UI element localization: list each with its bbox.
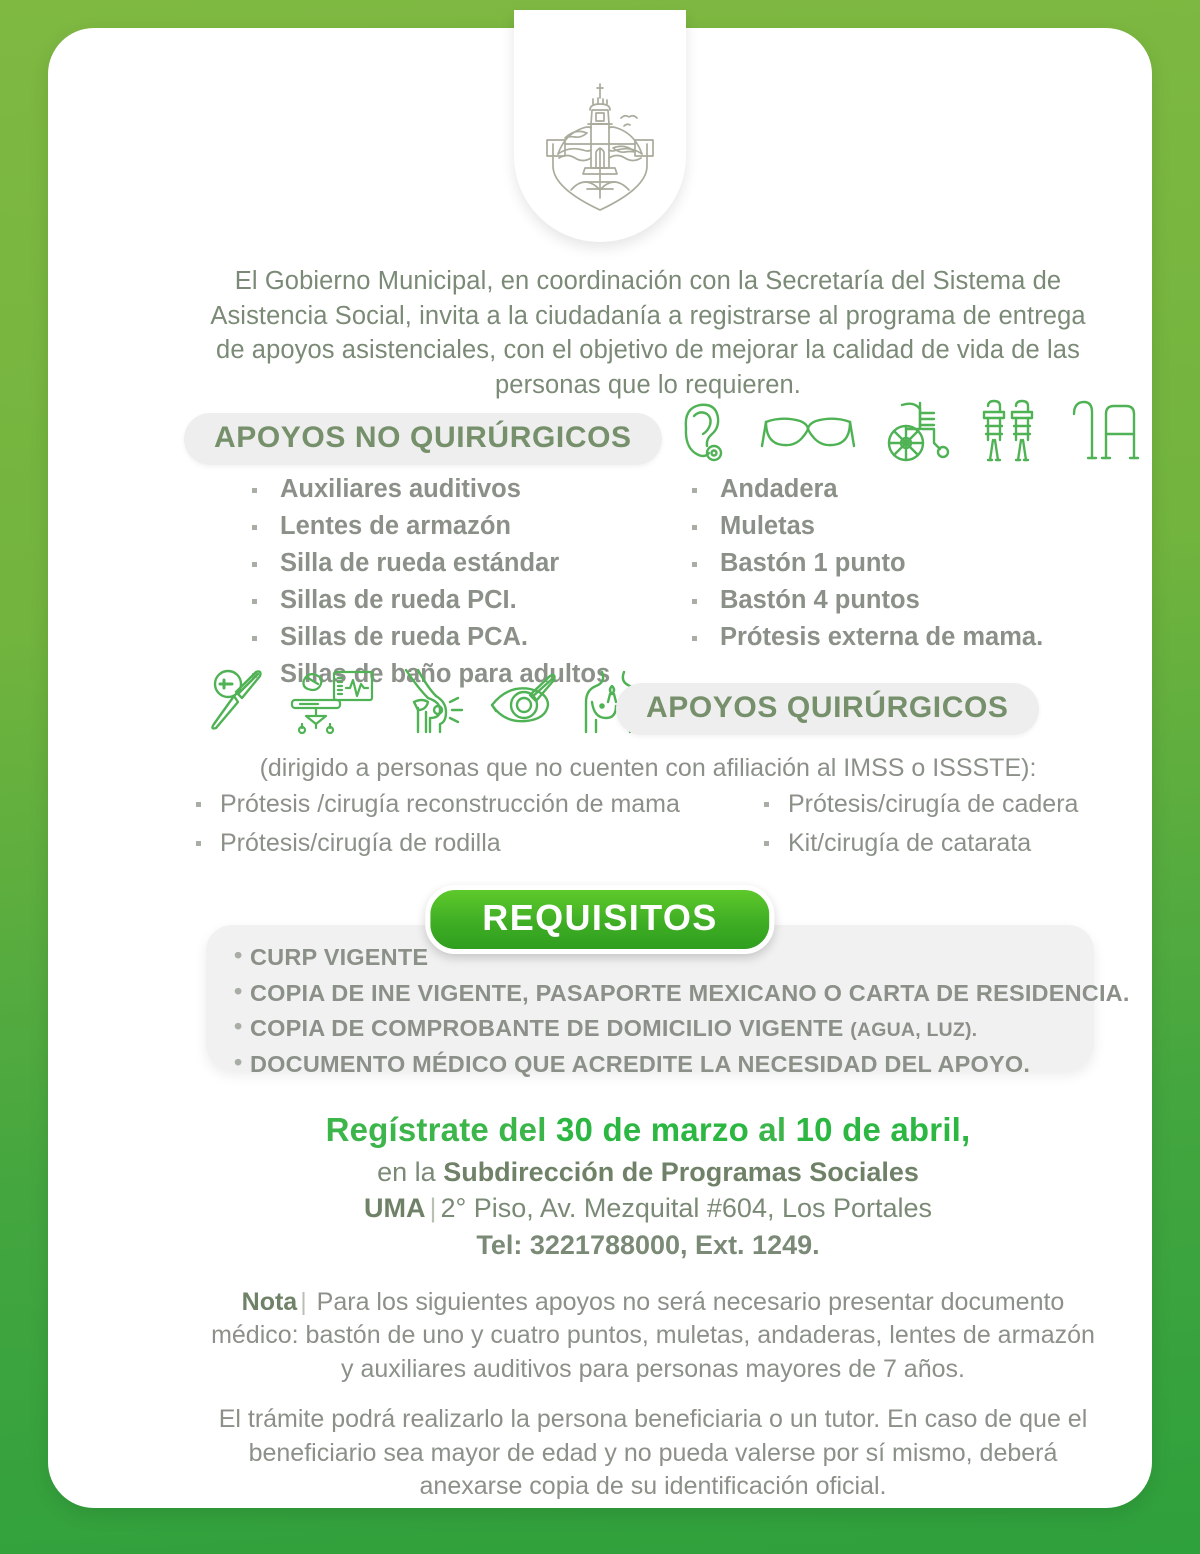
register-dates-line [198, 1111, 1098, 1149]
operating-table-monitor-icon [288, 668, 374, 734]
requirements-badge: REQUISITOS [425, 885, 774, 954]
requirement-text: COPIA DE COMPROBANTE DE DOMICILIO VIGENTE [250, 1015, 851, 1041]
register-address: 2° Piso, Av. Mezquital #604, Los Portales [440, 1193, 933, 1223]
surgical-list-right [748, 790, 1078, 868]
nota-label: Nota [241, 1288, 298, 1316]
register-date-start: 30 de marzo [555, 1111, 749, 1148]
cane-walker-icon [1066, 398, 1140, 464]
list-item: Bastón 4 puntos [674, 586, 1043, 615]
register-separator: | [429, 1193, 437, 1223]
municipal-coat-of-arms-icon [525, 70, 675, 222]
list-item: Bastón 1 punto [674, 549, 1043, 578]
register-address-line [198, 1193, 1098, 1224]
wheelchair-icon [882, 399, 954, 463]
register-office-name: Subdirección de Programas Sociales [443, 1157, 919, 1187]
list-item: Lentes de armazón [234, 512, 610, 541]
scalpel-icon [204, 668, 266, 734]
list-item: Sillas de rueda PCI. [234, 586, 610, 615]
closing-text: El trámite podrá realizarlo la persona beneficiaria o un tutor. En caso de que el beneficiario sea mayor de edad y no pueda valerse por sí mismo, deberá anexarse copia de su identificación oficial. [218, 1405, 1088, 1500]
register-phone-line: Tel: 3221788000, Ext. 1249. [476, 1230, 820, 1260]
heading-apoyos-quirurgicos: APOYOS QUIRÚRGICOS [616, 683, 1039, 735]
list-item: Kit/cirugía de catarata [748, 829, 1078, 857]
hearing-aid-icon [676, 398, 734, 464]
register-date-end: 10 de abril, [795, 1111, 971, 1148]
register-mid: al [748, 1111, 796, 1148]
crutches-icon [980, 398, 1040, 464]
intro-paragraph: El Gobierno Municipal, en coordinación con la Secretaría del Sistema de Asistencia Social, invita a la ciudadanía a registrarse al programa de entrega de apoyos asistenciales, con el objetivo de mejorar la calidad de vida de las personas que lo requieren. [210, 267, 1086, 400]
list-item: Prótesis/cirugía de rodilla [180, 829, 680, 857]
list-item: Silla de rueda estándar [234, 549, 610, 578]
requirement-item [234, 1050, 1130, 1077]
surgical-list-left [180, 790, 680, 868]
cataract-eye-icon [488, 671, 560, 731]
non-surgical-list-left [234, 475, 610, 697]
heading-apoyos-no-quirurgicos: APOYOS NO QUIRÚRGICOS [184, 413, 662, 465]
white-card [48, 28, 1152, 1508]
list-item: Muletas [674, 512, 1043, 541]
non-surgical-list-right [674, 475, 1043, 660]
register-prefix: Regístrate del [325, 1111, 556, 1148]
knee-joint-icon [396, 668, 466, 734]
register-uma-label: UMA [363, 1193, 426, 1223]
list-item: Auxiliares auditivos [234, 475, 610, 504]
surgical-subnote: (dirigido a personas que no cuenten con afiliación al IMSS o ISSSTE): [259, 754, 1037, 782]
list-item: Prótesis externa de mama. [674, 623, 1043, 652]
nota-block [208, 1286, 1098, 1386]
register-office-line [198, 1157, 1098, 1188]
requirement-item [234, 979, 1130, 1006]
requirement-text: CURP VIGENTE [250, 944, 429, 970]
list-item: Prótesis /cirugía reconstrucción de mama [180, 790, 680, 818]
surgical-icon-row [204, 668, 644, 734]
list-item: Sillas de rueda PCA. [234, 623, 610, 652]
nota-separator: | [300, 1288, 307, 1316]
list-item: Andadera [674, 475, 1043, 504]
requirement-text: DOCUMENTO MÉDICO QUE ACREDITE LA NECESIDAD DEL APOYO. [250, 1050, 1031, 1077]
list-item: Prótesis/cirugía de cadera [748, 790, 1078, 818]
requirement-note: (AGUA, LUZ). [850, 1019, 978, 1041]
eyeglasses-icon [760, 406, 856, 456]
requirements-list [234, 946, 1130, 1088]
register-office-prefix: en la [377, 1157, 444, 1187]
requirement-text: COPIA DE INE VIGENTE, PASAPORTE MEXICANO O CARTA DE RESIDENCIA. [250, 979, 1130, 1006]
list-item: Sillas de baño para adultos [234, 660, 610, 689]
non-surgical-icon-row [676, 398, 1140, 464]
nota-text: Para los siguientes apoyos no será necesario presentar documento médico: bastón de uno y cuatro puntos, muletas, andaderas, lentes de armazón y auxiliares auditivos para personas mayores de 7 años. [211, 1288, 1095, 1383]
requirement-item [234, 1017, 1130, 1041]
